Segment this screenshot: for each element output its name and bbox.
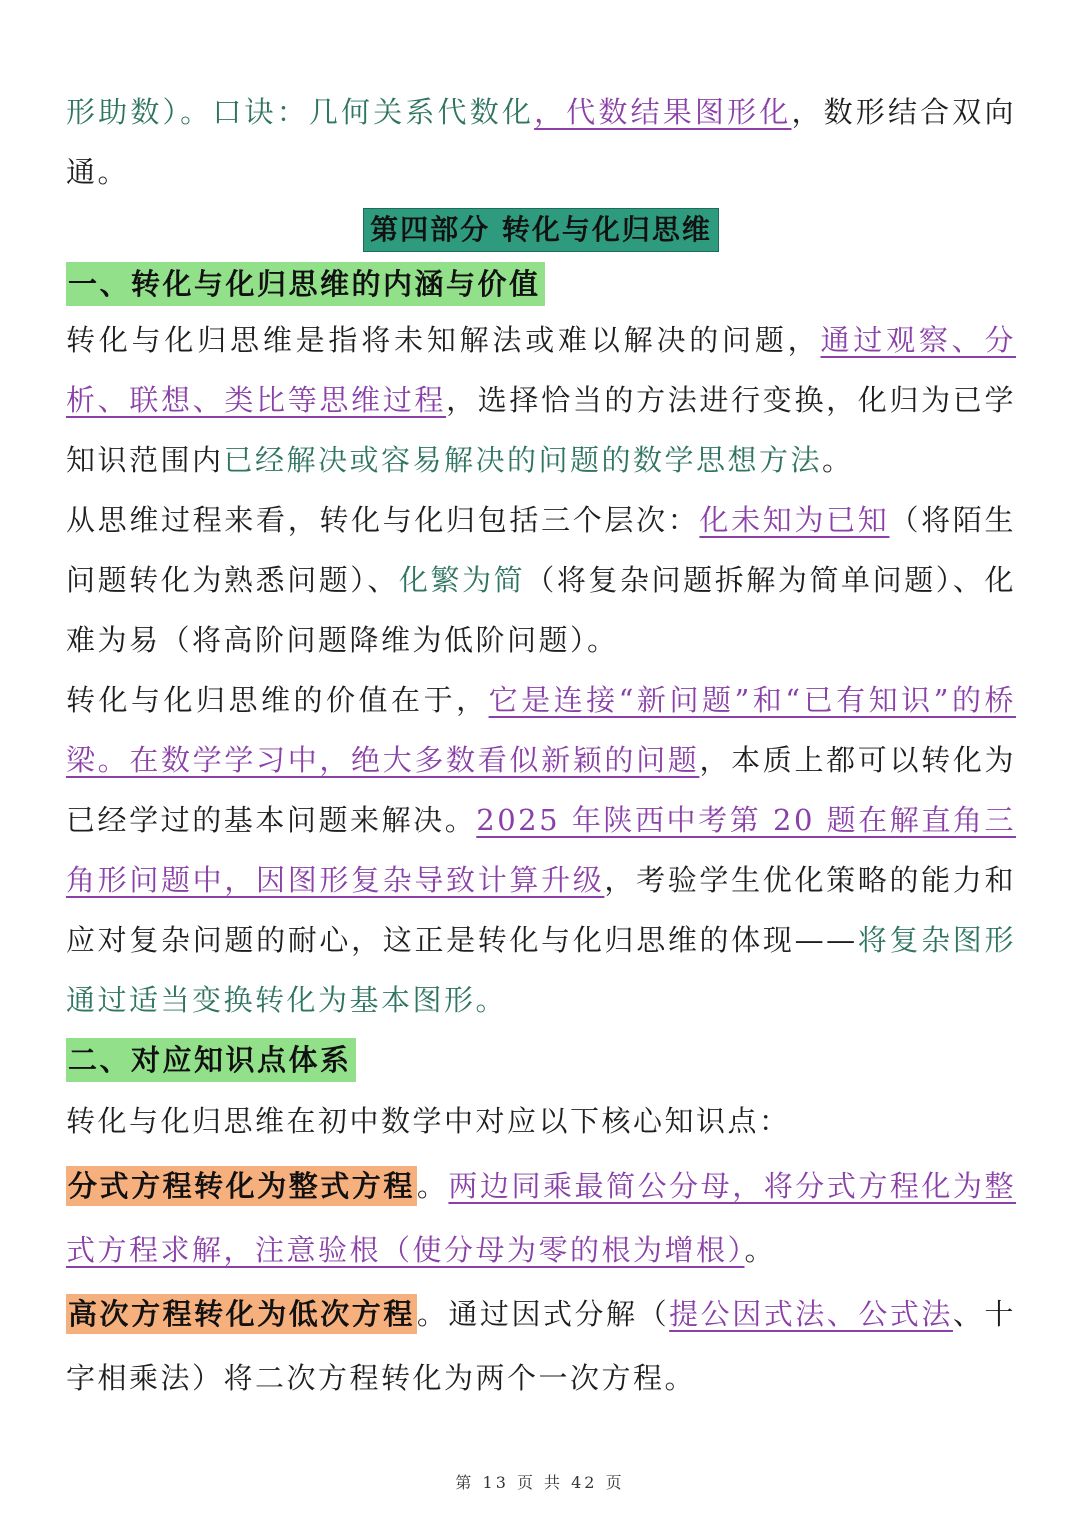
value-underlined: 它是连接“新问题”和“已有知识”的桥梁。在数学学习中，绝大多数看似新颖的问题 — [66, 683, 1016, 777]
page-footer: 第 13 页 共 42 页 — [455, 1473, 625, 1492]
section1-paragraph-levels — [66, 490, 1016, 670]
item1-desc: 两边同乘最简公分母，将分式方程化为整式方程求解，注意验根（使分母为零的根为增根） — [66, 1169, 1016, 1267]
item2-label: 高次方程转化为低次方程 — [66, 1294, 417, 1334]
section1-paragraph-definition — [66, 310, 1016, 490]
intro-underlined-text: ，代数结果图形化 — [534, 95, 792, 129]
item1-end: 。 — [744, 1233, 777, 1267]
intro-green-text: 形助数）。口诀：几何关系代数化 — [66, 95, 535, 129]
knowledge-item-higher-degree-equation — [66, 1282, 1016, 1410]
intro-tail-text: ，数形结合双向通。 — [66, 95, 1016, 189]
section2-heading-wrap — [66, 1038, 1016, 1082]
definition-green: 已经解决或容易解决的问题的数学思想方法 — [223, 443, 823, 477]
definition-underlined: 通过观察、分析、联想、类比等思维过程 — [66, 323, 1016, 417]
section1-heading: 一、转化与化归思维的内涵与价值 — [66, 262, 545, 306]
levels-text: 从思维过程来看，转化与化归包括三个层次： — [66, 503, 700, 537]
item2-underlined: 提公因式法、公式法 — [669, 1297, 953, 1331]
section2-intro: 转化与化归思维在初中数学中对应以下核心知识点： — [66, 1104, 791, 1138]
item1-dot: 。 — [416, 1169, 449, 1203]
part-title: 第四部分 转化与化归思维 — [363, 208, 719, 252]
value-text-3: ，考验学生优化策略的能力和应对复杂问题的耐心，这正是转化与化归思维的体现—— — [66, 863, 1016, 957]
value-text: 转化与化归思维的价值在于， — [66, 683, 489, 717]
intro-paragraph — [66, 82, 1016, 202]
value-underlined-2: 2025 年陕西中考第 20 题在解直角三角形问题中，因图形复杂导致计算升级 — [66, 803, 1016, 897]
levels-underlined: 化未知为已知 — [699, 503, 890, 537]
definition-text: 转化与化归思维是指将未知解法或难以解决的问题， — [66, 323, 821, 357]
levels-text-3: （将复杂问题拆解为简单问题）、化难为易（将高阶问题降维为低阶问题）。 — [66, 563, 1016, 657]
item2-text: 。通过因式分解（ — [416, 1297, 670, 1331]
part-title-wrap — [66, 208, 1016, 252]
document-page — [66, 0, 1016, 1410]
knowledge-item-fractional-equation — [66, 1154, 1016, 1282]
value-green: 将复杂图形通过适当变换转化为基本图形。 — [66, 923, 1016, 1017]
definition-end: 。 — [822, 443, 854, 477]
item1-label: 分式方程转化为整式方程 — [66, 1166, 417, 1206]
levels-green: 化繁为简 — [398, 563, 526, 597]
definition-text-2: ，选择恰当的方法进行变换，化归为已学知识范围内 — [66, 383, 1016, 477]
section2-heading: 二、对应知识点体系 — [66, 1038, 356, 1082]
section1-paragraph-value — [66, 670, 1016, 1030]
section1-heading-wrap — [66, 262, 1016, 306]
value-text-2: ，本质上都可以转化为已经学过的基本问题来解决。 — [66, 743, 1016, 837]
levels-text-2: （将陌生问题转化为熟悉问题）、 — [66, 503, 1016, 597]
item2-text-2: 、十字相乘法）将二次方程转化为两个一次方程。 — [66, 1297, 1016, 1395]
